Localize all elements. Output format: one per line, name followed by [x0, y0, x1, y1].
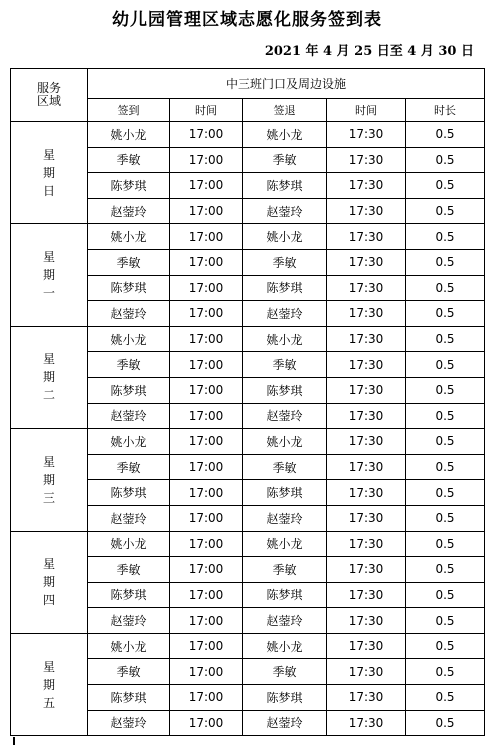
duration-cell: 0.5	[406, 403, 485, 429]
sign-out-name-cell: 赵蓥玲	[243, 403, 327, 429]
table-row	[11, 326, 485, 352]
day-label	[11, 326, 88, 428]
sign-out-time-cell: 17:30	[327, 147, 406, 173]
sign-in-name-cell: 姚小龙	[88, 224, 170, 250]
day-label-char: 五	[42, 695, 55, 710]
sign-in-name-cell: 姚小龙	[88, 429, 170, 455]
sign-out-name-cell: 赵蓥玲	[243, 710, 327, 736]
location-header: 中三班门口及周边设施	[88, 69, 485, 99]
sign-in-time-cell: 17:00	[170, 582, 243, 608]
sign-in-time-cell: 17:00	[170, 403, 243, 429]
sign-in-name-cell: 姚小龙	[88, 531, 170, 557]
day-label-char: 星	[42, 352, 55, 367]
sign-in-name-cell: 季敏	[88, 249, 170, 275]
service-area-header	[11, 69, 88, 122]
sign-out-time-cell: 17:30	[327, 608, 406, 634]
sign-in-time-cell: 17:00	[170, 173, 243, 199]
sign-out-name-cell: 姚小龙	[243, 633, 327, 659]
table-row	[11, 122, 485, 148]
sign-out-time-cell: 17:30	[327, 122, 406, 148]
sign-out-time-cell: 17:30	[327, 582, 406, 608]
sign-in-name-cell: 姚小龙	[88, 633, 170, 659]
duration-cell: 0.5	[406, 557, 485, 583]
day-label-char: 三	[42, 490, 55, 505]
sign-in-name-cell: 季敏	[88, 557, 170, 583]
sign-in-name-cell: 赵蓥玲	[88, 505, 170, 531]
column-header-sign-in: 签到	[88, 99, 170, 122]
sign-in-time-cell: 17:00	[170, 659, 243, 685]
sign-out-name-cell: 季敏	[243, 147, 327, 173]
sign-in-time-cell: 17:00	[170, 198, 243, 224]
sign-in-name-cell: 陈梦琪	[88, 685, 170, 711]
sign-out-time-cell: 17:30	[327, 403, 406, 429]
sign-out-time-cell: 17:30	[327, 249, 406, 275]
sign-in-time-cell: 17:00	[170, 377, 243, 403]
sign-in-name-cell: 季敏	[88, 147, 170, 173]
duration-cell: 0.5	[406, 633, 485, 659]
sign-out-name-cell: 姚小龙	[243, 326, 327, 352]
sign-in-time-cell: 17:00	[170, 505, 243, 531]
sign-out-name-cell: 季敏	[243, 352, 327, 378]
day-label-char: 星	[42, 147, 55, 162]
sign-in-time-cell: 17:00	[170, 249, 243, 275]
sign-in-time-cell: 17:00	[170, 531, 243, 557]
day-label-char: 期	[42, 575, 55, 590]
sign-in-time-cell: 17:00	[170, 275, 243, 301]
day-label-char: 期	[42, 268, 55, 283]
sign-out-time-cell: 17:30	[327, 224, 406, 250]
duration-cell: 0.5	[406, 275, 485, 301]
duration-cell: 0.5	[406, 429, 485, 455]
duration-cell: 0.5	[406, 454, 485, 480]
duration-cell: 0.5	[406, 377, 485, 403]
sign-out-name-cell: 姚小龙	[243, 122, 327, 148]
service-area-header-line1: 服务	[36, 81, 61, 95]
duration-cell: 0.5	[406, 122, 485, 148]
sign-out-name-cell: 陈梦琪	[243, 173, 327, 199]
sign-in-name-cell: 陈梦琪	[88, 377, 170, 403]
sign-in-name-cell: 陈梦琪	[88, 275, 170, 301]
sign-out-time-cell: 17:30	[327, 377, 406, 403]
day-label-char: 星	[42, 659, 55, 674]
sign-in-name-cell: 赵蓥玲	[88, 198, 170, 224]
column-header-time-in: 时间	[170, 99, 243, 122]
table-row	[11, 633, 485, 659]
sign-out-time-cell: 17:30	[327, 531, 406, 557]
day-label-char: 日	[42, 183, 55, 198]
sign-out-name-cell: 季敏	[243, 659, 327, 685]
day-label-char: 二	[42, 388, 55, 403]
sign-out-time-cell: 17:30	[327, 710, 406, 736]
sign-out-time-cell: 17:30	[327, 326, 406, 352]
day-label-char: 星	[42, 557, 55, 572]
sign-in-name-cell: 陈梦琪	[88, 480, 170, 506]
sign-in-time-cell: 17:00	[170, 633, 243, 659]
table-row	[11, 429, 485, 455]
sign-out-time-cell: 17:30	[327, 352, 406, 378]
sign-out-name-cell: 陈梦琪	[243, 582, 327, 608]
duration-cell: 0.5	[406, 659, 485, 685]
day-label-char: 四	[42, 593, 55, 608]
sign-out-name-cell: 赵蓥玲	[243, 505, 327, 531]
duration-cell: 0.5	[406, 147, 485, 173]
sign-out-time-cell: 17:30	[327, 685, 406, 711]
duration-cell: 0.5	[406, 249, 485, 275]
sign-out-name-cell: 陈梦琪	[243, 377, 327, 403]
day-label	[11, 633, 88, 735]
sign-in-time-cell: 17:00	[170, 224, 243, 250]
sign-in-name-cell: 陈梦琪	[88, 173, 170, 199]
table-row	[11, 224, 485, 250]
duration-cell: 0.5	[406, 173, 485, 199]
sign-in-time-cell: 17:00	[170, 147, 243, 173]
sign-in-table	[10, 68, 485, 736]
date-range: 2021 年 4 月 25 日至 4 月 30 日	[264, 44, 474, 59]
day-label	[11, 224, 88, 326]
duration-cell: 0.5	[406, 710, 485, 736]
sign-out-time-cell: 17:30	[327, 301, 406, 327]
sign-out-time-cell: 17:30	[327, 557, 406, 583]
sign-out-name-cell: 陈梦琪	[243, 685, 327, 711]
sign-in-time-cell: 17:00	[170, 122, 243, 148]
sign-out-time-cell: 17:30	[327, 275, 406, 301]
duration-cell: 0.5	[406, 198, 485, 224]
column-header-sign-out: 签退	[243, 99, 327, 122]
sign-in-time-cell: 17:00	[170, 608, 243, 634]
sign-out-name-cell: 季敏	[243, 249, 327, 275]
sign-in-name-cell: 姚小龙	[88, 122, 170, 148]
day-label-char: 星	[42, 250, 55, 265]
sign-in-name-cell: 赵蓥玲	[88, 301, 170, 327]
sign-out-name-cell: 姚小龙	[243, 224, 327, 250]
sign-out-time-cell: 17:30	[327, 454, 406, 480]
duration-cell: 0.5	[406, 352, 485, 378]
day-label	[11, 531, 88, 633]
duration-cell: 0.5	[406, 582, 485, 608]
day-label-char: 期	[42, 165, 55, 180]
duration-cell: 0.5	[406, 326, 485, 352]
day-label-char: 期	[42, 370, 55, 385]
sign-out-time-cell: 17:30	[327, 633, 406, 659]
column-header-duration: 时长	[406, 99, 485, 122]
duration-cell: 0.5	[406, 224, 485, 250]
duration-cell: 0.5	[406, 608, 485, 634]
sign-in-time-cell: 17:00	[170, 557, 243, 583]
sign-out-name-cell: 赵蓥玲	[243, 301, 327, 327]
day-label-char: 星	[42, 454, 55, 469]
page-title: 幼儿园管理区域志愿化服务签到表	[112, 10, 382, 30]
column-header-time-out: 时间	[327, 99, 406, 122]
sign-in-name-cell: 季敏	[88, 454, 170, 480]
sign-in-name-cell: 季敏	[88, 659, 170, 685]
sign-out-name-cell: 赵蓥玲	[243, 608, 327, 634]
duration-cell: 0.5	[406, 531, 485, 557]
page-corner-mark	[13, 737, 15, 745]
sign-out-time-cell: 17:30	[327, 480, 406, 506]
duration-cell: 0.5	[406, 505, 485, 531]
sign-in-time-cell: 17:00	[170, 454, 243, 480]
day-label-char: 期	[42, 677, 55, 692]
day-label	[11, 122, 88, 224]
duration-cell: 0.5	[406, 480, 485, 506]
sign-in-time-cell: 17:00	[170, 326, 243, 352]
day-label-char: 期	[42, 472, 55, 487]
sign-out-name-cell: 季敏	[243, 557, 327, 583]
sign-out-name-cell: 姚小龙	[243, 531, 327, 557]
sign-out-time-cell: 17:30	[327, 198, 406, 224]
table-row	[11, 531, 485, 557]
sign-in-time-cell: 17:00	[170, 301, 243, 327]
sign-in-time-cell: 17:00	[170, 480, 243, 506]
sign-out-name-cell: 陈梦琪	[243, 480, 327, 506]
sign-out-name-cell: 姚小龙	[243, 429, 327, 455]
sign-in-name-cell: 姚小龙	[88, 326, 170, 352]
sign-out-time-cell: 17:30	[327, 505, 406, 531]
duration-cell: 0.5	[406, 685, 485, 711]
sign-in-time-cell: 17:00	[170, 352, 243, 378]
sign-out-name-cell: 季敏	[243, 454, 327, 480]
sign-in-time-cell: 17:00	[170, 429, 243, 455]
service-area-header-line2: 区域	[36, 94, 61, 108]
day-label-char: 一	[42, 286, 55, 301]
sign-out-name-cell: 赵蓥玲	[243, 198, 327, 224]
sign-in-time-cell: 17:00	[170, 710, 243, 736]
sign-out-time-cell: 17:30	[327, 659, 406, 685]
duration-cell: 0.5	[406, 301, 485, 327]
table-body	[11, 69, 485, 736]
sign-in-name-cell: 陈梦琪	[88, 582, 170, 608]
sign-in-time-cell: 17:00	[170, 685, 243, 711]
sign-out-time-cell: 17:30	[327, 429, 406, 455]
sign-in-name-cell: 赵蓥玲	[88, 403, 170, 429]
sign-out-time-cell: 17:30	[327, 173, 406, 199]
sign-out-name-cell: 陈梦琪	[243, 275, 327, 301]
sign-in-name-cell: 季敏	[88, 352, 170, 378]
sign-in-name-cell: 赵蓥玲	[88, 710, 170, 736]
day-label	[11, 429, 88, 531]
sign-in-name-cell: 赵蓥玲	[88, 608, 170, 634]
